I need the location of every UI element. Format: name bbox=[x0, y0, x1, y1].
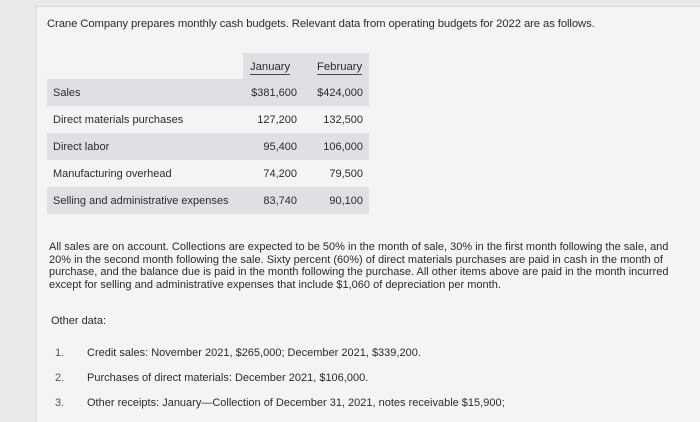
other-data-label: Other data: bbox=[51, 315, 107, 327]
item-number: 3. bbox=[55, 397, 65, 409]
table-header bbox=[47, 53, 369, 79]
item-number: 1. bbox=[55, 347, 65, 359]
document-page bbox=[36, 6, 700, 422]
january-value: 74,200 bbox=[263, 168, 297, 180]
budget-table bbox=[47, 53, 369, 214]
table-row bbox=[47, 187, 369, 214]
row-label: Manufacturing overhead bbox=[53, 168, 172, 180]
list-item bbox=[55, 397, 695, 422]
list-item bbox=[55, 372, 695, 397]
january-value: 127,200 bbox=[257, 114, 297, 126]
february-value: 90,100 bbox=[329, 195, 363, 207]
row-label: Selling and administrative expenses bbox=[53, 195, 229, 207]
row-label: Direct labor bbox=[53, 141, 110, 153]
february-value: $424,000 bbox=[317, 87, 363, 99]
january-value: $381,600 bbox=[251, 87, 297, 99]
item-text: Credit sales: November 2021, $265,000; December 2021, $339,200. bbox=[87, 347, 421, 359]
january-value: 95,400 bbox=[263, 141, 297, 153]
assumptions-paragraph: All sales are on account. Collections are expected to be 50% in the month of sale, 30% in the first month following the sale, and 20% in the second month following the sale. Sixty percent (60%) of direct materials purchases are paid in cash in the month of purchase, and the balance due is paid in the month following the purchase. All other items above are paid in the month incurred except for selling and administrative expenses that include $1,060 of depreciation per month. bbox=[49, 241, 669, 291]
february-value: 79,500 bbox=[329, 168, 363, 180]
list-item bbox=[55, 347, 695, 372]
table-row bbox=[47, 133, 369, 160]
table-row bbox=[47, 160, 369, 187]
january-value: 83,740 bbox=[263, 195, 297, 207]
intro-text: Crane Company prepares monthly cash budgets. Relevant data from operating budgets for 2022 are as follows. bbox=[47, 18, 595, 30]
item-text: Purchases of direct materials: December 2021, $106,000. bbox=[87, 372, 369, 384]
other-data-list bbox=[55, 347, 695, 422]
february-value: 106,000 bbox=[323, 141, 363, 153]
row-label: Direct materials purchases bbox=[53, 114, 184, 126]
item-text: Other receipts: January—Collection of December 31, 2021, notes receivable $15,900; bbox=[87, 397, 505, 409]
header-february: February bbox=[317, 61, 363, 73]
item-number: 2. bbox=[55, 372, 65, 384]
february-value: 132,500 bbox=[323, 114, 363, 126]
header-january: January bbox=[250, 61, 291, 73]
table-row bbox=[47, 106, 369, 133]
table-row bbox=[47, 79, 369, 106]
row-label: Sales bbox=[53, 87, 81, 99]
